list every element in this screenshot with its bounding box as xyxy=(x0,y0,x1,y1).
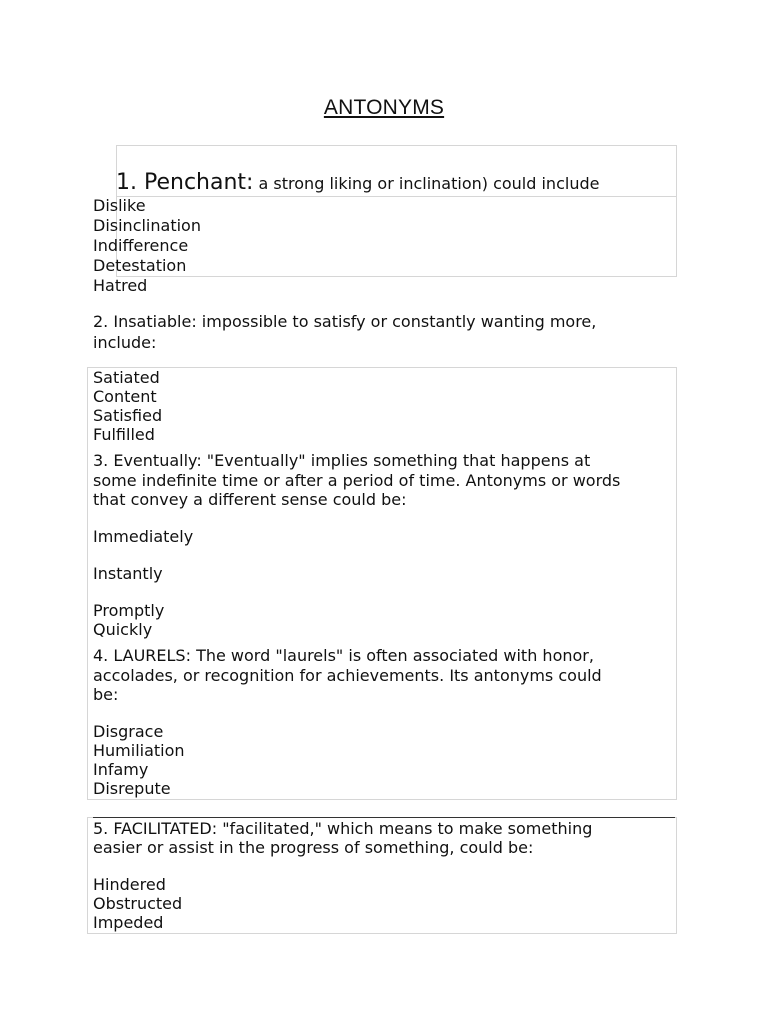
sections-2-4-frame xyxy=(87,367,677,800)
section-1-item: Detestation xyxy=(93,256,187,275)
section-2-item: Content xyxy=(93,387,157,406)
section-2-item: Fulfilled xyxy=(93,425,155,444)
section-1-frame xyxy=(116,145,677,277)
section-3-heading-continued: that convey a different sense could be: xyxy=(93,490,407,509)
section-5-item: Hindered xyxy=(93,875,166,894)
section-1-item: Hatred xyxy=(93,276,148,295)
section-3-definition: : "Eventually" implies something that happens at xyxy=(196,451,591,470)
section-4-heading-continued: accolades, or recognition for achievements. Its antonyms could xyxy=(93,666,602,685)
section-4-term: 4. LAURELS xyxy=(93,646,186,665)
section-4-item: Humiliation xyxy=(93,741,185,760)
section-3-item: Immediately xyxy=(93,527,194,546)
section-4-item: Infamy xyxy=(93,760,149,779)
section-2-definition: : impossible to satisfy or constantly wanting more, xyxy=(191,312,597,331)
section-4-heading xyxy=(93,646,594,665)
section-1-item: Dislike xyxy=(93,196,146,215)
section-1-heading-definition: a strong liking or inclination) could include xyxy=(253,174,600,193)
section-1-item: Indifference xyxy=(93,236,189,255)
section-5-definition: : "facilitated," which means to make something xyxy=(211,819,593,838)
section-5-item: Impeded xyxy=(93,913,164,932)
section-1-divider xyxy=(116,196,676,197)
section-2-item: Satiated xyxy=(93,368,160,387)
section-5-heading-continued: easier or assist in the progress of something, could be: xyxy=(93,838,534,857)
section-5-heading xyxy=(93,819,592,838)
section-4-definition: : The word "laurels" is often associated with honor, xyxy=(185,646,594,665)
section-2-item: Satisfied xyxy=(93,406,163,425)
page-title: ANTONYMS xyxy=(323,96,445,119)
section-4-item: Disgrace xyxy=(93,722,164,741)
section-1-item: Disinclination xyxy=(93,216,201,235)
section-1-heading xyxy=(116,170,599,195)
section-3-item: Promptly xyxy=(93,601,165,620)
section-4-heading-continued: be: xyxy=(93,685,119,704)
section-5-item: Obstructed xyxy=(93,894,183,913)
section-2-heading-continued: include: xyxy=(93,333,157,352)
section-5-top-rule xyxy=(93,817,675,818)
section-3-heading-continued: some indefinite time or after a period of time. Antonyms or words xyxy=(93,471,621,490)
section-4-item: Disrepute xyxy=(93,779,171,798)
section-1-heading-term: 1. Penchant: xyxy=(116,170,254,195)
section-2-heading xyxy=(93,311,674,333)
section-3-term: 3. Eventually xyxy=(93,451,197,470)
section-5-term: 5. FACILITATED xyxy=(93,819,212,838)
section-3-heading xyxy=(93,451,590,470)
section-3-item: Quickly xyxy=(93,620,153,639)
section-2-term: 2. Insatiable xyxy=(93,312,192,331)
section-3-item: Instantly xyxy=(93,564,163,583)
